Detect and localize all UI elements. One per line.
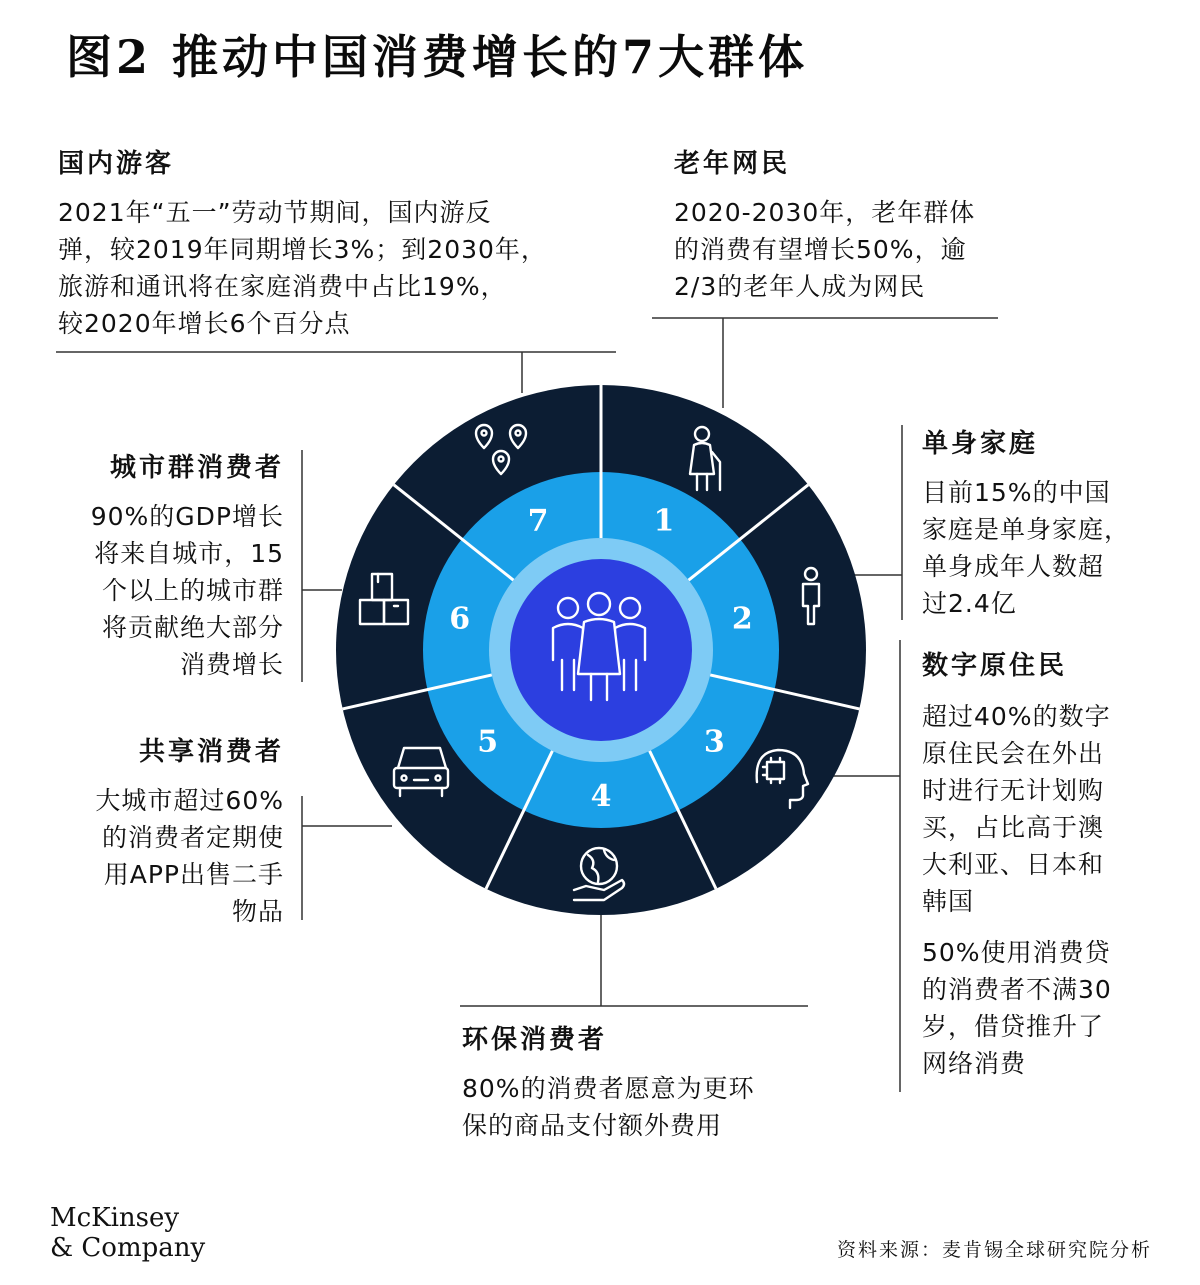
page-title: 图2 推动中国消费增长的7大群体 — [66, 30, 809, 84]
group-3-line-4: 买，占比高于澳 — [922, 813, 1105, 842]
segment-number-3: 3 — [703, 724, 725, 760]
group-3-line-3: 时进行无计划购 — [922, 776, 1105, 805]
group-6-block — [24, 450, 284, 683]
group-6-line-3: 个以上的城市群 — [101, 576, 284, 605]
group-2-line-3: 单身成年人数超 — [922, 552, 1105, 581]
group-5-line-1: 大城市超过60% — [95, 786, 284, 815]
group-2-line-1: 目前15%的中国 — [922, 478, 1111, 507]
group-7-block — [58, 146, 618, 342]
group-6-line-1: 90%的GDP增长 — [90, 502, 284, 531]
group-1-line-3: 2/3的老年人成为网民 — [674, 272, 926, 301]
group-7-heading: 国内游客 — [58, 149, 175, 179]
logo-line-1: McKinsey — [50, 1203, 180, 1233]
group-3-desc-2 — [922, 934, 1172, 1082]
group-7-desc — [58, 194, 618, 342]
segment-number-5: 5 — [477, 724, 499, 760]
group-6-line-5: 消费增长 — [179, 650, 284, 679]
group-2-block — [922, 426, 1172, 622]
group-5-line-2: 的消费者定期使 — [101, 823, 284, 852]
segment-number-4: 4 — [590, 779, 612, 814]
segment-number-6: 6 — [449, 601, 471, 637]
group-3-line-6: 韩国 — [922, 887, 975, 916]
group-3-line-10: 网络消费 — [922, 1049, 1027, 1078]
group-3-line-9: 岁，借贷推升了 — [922, 1012, 1105, 1041]
group-3-line-7: 50%使用消费贷 — [922, 938, 1111, 967]
group-4-line-2: 保的商品支付额外费用 — [462, 1111, 723, 1140]
group-7-line-3: 旅游和通讯将在家庭消费中占比19%， — [58, 272, 507, 301]
segment-number-1: 1 — [653, 503, 675, 539]
group-1-heading: 老年网民 — [674, 149, 791, 179]
group-6-desc — [24, 498, 284, 683]
segment-number-7: 7 — [527, 503, 549, 539]
group-6-line-4: 将贡献绝大部分 — [101, 613, 284, 642]
group-5-block — [24, 734, 284, 930]
logo-line-2: & Company — [50, 1233, 206, 1263]
group-4-heading: 环保消费者 — [462, 1025, 608, 1055]
group-5-line-3: 用APP出售二手 — [103, 860, 284, 889]
group-4-block — [462, 1022, 842, 1144]
group-3-line-2: 原住民会在外出 — [922, 739, 1105, 768]
group-7-line-2: 弹，较2019年同期增长3%；到2030年， — [58, 235, 547, 264]
group-6-line-2: 将来自城市，15 — [94, 539, 284, 568]
group-3-line-1: 超过40%的数字 — [922, 702, 1111, 731]
group-5-desc — [24, 782, 284, 930]
group-2-line-2: 家庭是单身家庭， — [922, 515, 1131, 544]
group-1-block — [674, 146, 1004, 305]
mckinsey-logo — [50, 1203, 205, 1263]
group-1-line-2: 的消费有望增长50%，逾 — [674, 235, 967, 264]
group-1-line-1: 2020-2030年，老年群体 — [674, 198, 976, 227]
source-note: 资料来源：麦肯锡全球研究院分析 — [836, 1239, 1152, 1261]
group-3-desc — [922, 698, 1172, 920]
group-4-desc — [462, 1070, 842, 1144]
group-3-heading: 数字原住民 — [922, 651, 1068, 681]
group-2-desc — [922, 474, 1172, 622]
segment-number-2: 2 — [731, 601, 753, 637]
group-6-heading: 城市群消费者 — [109, 453, 284, 483]
group-4-line-1: 80%的消费者愿意为更环 — [462, 1074, 755, 1103]
group-1-desc — [674, 194, 1004, 305]
group-7-line-4: 较2020年增长6个百分点 — [58, 309, 351, 338]
group-3-block — [922, 648, 1172, 1082]
group-3-line-8: 的消费者不满30 — [922, 975, 1112, 1004]
group-2-heading: 单身家庭 — [922, 429, 1039, 459]
group-5-heading: 共享消费者 — [138, 737, 284, 767]
group-7-line-1: 2021年“五一”劳动节期间，国内游反 — [58, 198, 492, 227]
group-2-line-4: 过2.4亿 — [922, 589, 1017, 618]
group-5-line-4: 物品 — [231, 897, 284, 926]
group-3-line-5: 大利亚、日本和 — [922, 850, 1105, 879]
